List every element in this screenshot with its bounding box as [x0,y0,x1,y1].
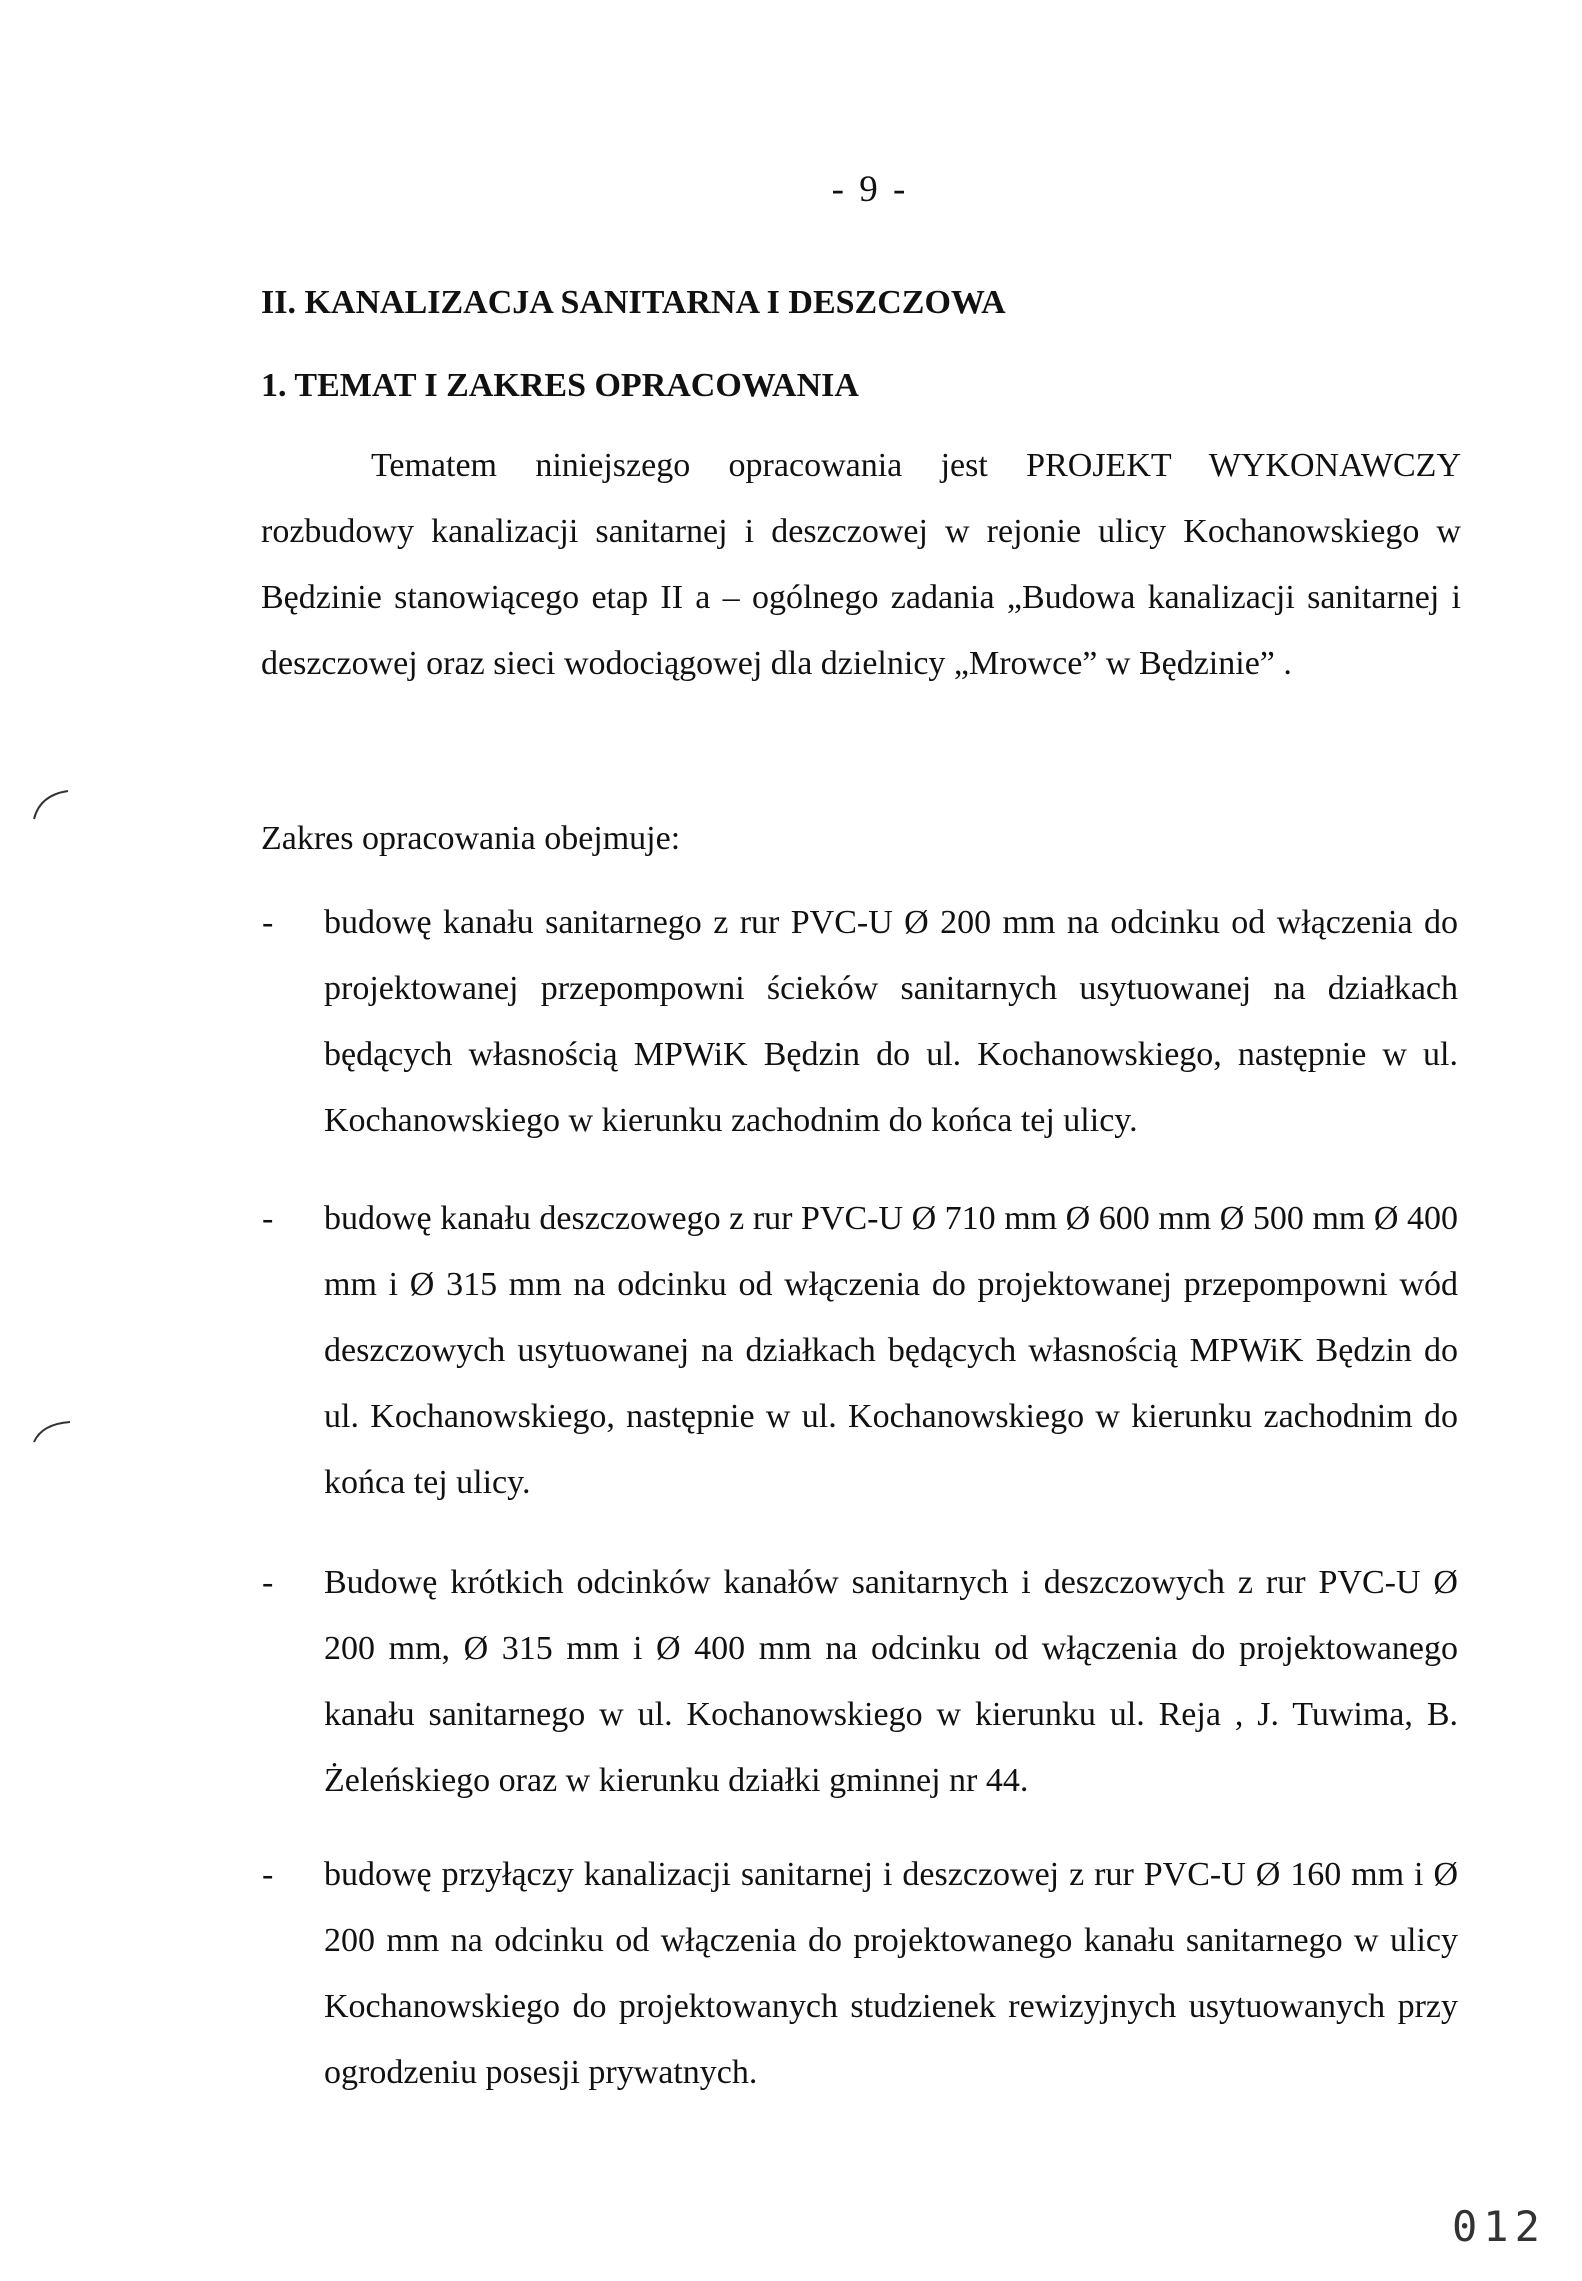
bullet-dash: - [262,1200,274,1237]
page-number: - 9 - [831,169,909,210]
bullet-dash: - [262,904,274,941]
intro-paragraph-text: Tematem niniejszego opracowania jest PROJEKT WYKONAWCZY rozbudowy kanalizacji sanitarnej i deszczowej w rejonie ulicy Kochanowskiego w Będzinie stanowiącego etap II a – ogólnego zadania „Budowa kanalizacji sanitarnej i deszczowej oraz sieci wodociągowej dla dzielnicy „Mrowce” w Będzinie” . [261,447,1461,682]
list-item-text: budowę kanału sanitarnego z rur PVC-U Ø 200 mm na odcinku od włączenia do projektowanej przepompowni ścieków sanitarnych usytuowanej na działkach będących własnością MPWiK Będzin do ul. Kochanowskiego, następnie w ul. Kochanowskiego w kierunku zachodnim do końca tej ulicy. [324,904,1458,1139]
bullet-dash: - [262,1564,274,1601]
list-item-text: budowę kanału deszczowego z rur PVC-U Ø 710 mm Ø 600 mm Ø 500 mm Ø 400 mm i Ø 315 mm na odcinku od włączenia do projektowanej przepompowni wód deszczowych usytuowanej na działkach będących własnością MPWiK Będzin do ul. Kochanowskiego, następnie w ul. Kochanowskiego w kierunku zachodnim do końca tej ulicy. [324,1200,1458,1501]
margin-pen-mark-top [30,785,80,825]
section-heading: II. KANALIZACJA SANITARNA I DESZCZOWA [261,284,1006,321]
list-item-text: budowę przyłączy kanalizacji sanitarnej i deszczowej z rur PVC-U Ø 160 mm i Ø 200 mm na odcinku od włączenia do projektowanego kanału sanitarnego w ulicy Kochanowskiego do projektowanych studzienek rewizyjnych usytuowanych przy ogrodzeniu posesji prywatnych. [324,1856,1458,2091]
scope-label: Zakres opracowania obejmuje: [261,820,681,857]
margin-pen-mark-bottom [30,1412,80,1452]
intro-paragraph [261,433,1461,697]
sub-heading: 1. TEMAT I ZAKRES OPRACOWANIA [261,367,859,404]
bullet-dash: - [262,1856,274,1893]
list-item-text: Budowę krótkich odcinków kanałów sanitarnych i deszczowych z rur PVC-U Ø 200 mm, Ø 315 mm i Ø 400 mm na odcinku od włączenia do projektowanego kanału sanitarnego w ul. Kochanowskiego w kierunku ul. Reja , J. Tuwima, B. Żeleńskiego oraz w kierunku działki gminnej nr 44. [324,1564,1458,1799]
corner-stamp: 012 [1452,2202,1546,2251]
